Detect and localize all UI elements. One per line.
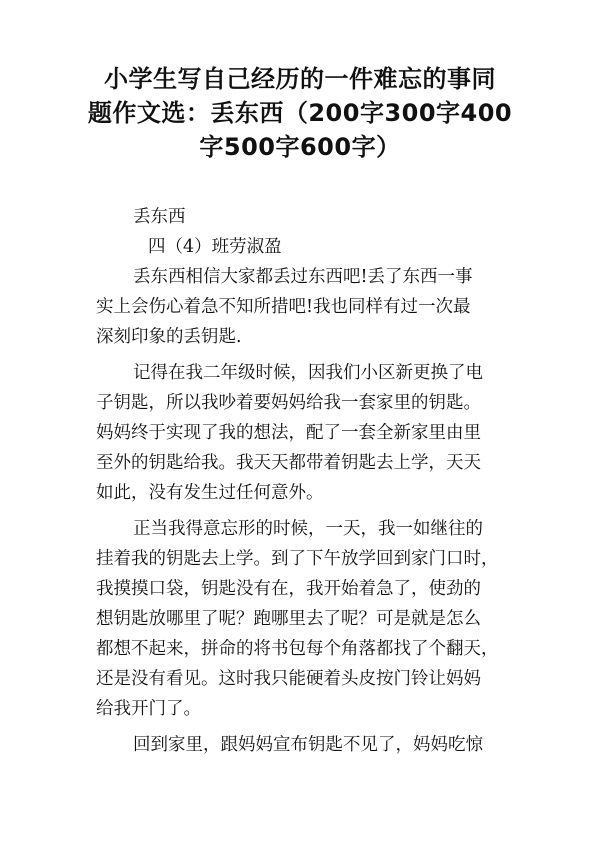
title-line: 小学生写自己经历的一件难忘的事同	[104, 65, 496, 93]
text-line: 丢东西相信大家都丢过东西吧!丢了东西一事	[133, 267, 473, 287]
text-line: 想钥匙放哪里了呢？跑哪里去了呢？可是就是怎么	[96, 609, 481, 629]
text-line: 都想不起来，拼命的将书包每个角落都找了个翻天，	[96, 639, 499, 659]
text-line: 如此，没有发生过任何意外。	[96, 483, 324, 503]
paragraph	[96, 730, 516, 760]
text-line: 挂着我的钥匙去上学。到了下午放学回到家门口时，	[96, 549, 499, 569]
text-line: 回到家里，跟妈妈宣布钥匙不见了，妈妈吃惊	[133, 735, 483, 755]
text-line: 至外的钥匙给我。我天天都带着钥匙去上学，天天	[96, 453, 481, 473]
paragraph	[96, 262, 516, 352]
text-line: 记得在我二年级时候，因我们小区新更换了电	[133, 363, 483, 383]
document-body	[96, 202, 516, 760]
author-line: 四（4）班劳淑盈	[148, 237, 282, 257]
text-line: 还是没有看见。这时我只能硬着头皮按门铃让妈妈	[96, 669, 481, 689]
text-line: 深刻印象的丢钥匙.	[96, 327, 242, 347]
text-line: 给我开门了。	[96, 699, 201, 719]
title-line: 题作文选：丢东西（200字300字400	[87, 99, 513, 127]
essay-heading: 丢东西	[133, 207, 186, 227]
text-line: 我摸摸口袋，钥匙没有在，我开始着急了，使劲的	[96, 579, 481, 599]
title-line: 字500字600字）	[199, 133, 401, 161]
paragraph	[96, 514, 516, 724]
paragraph	[96, 358, 516, 508]
text-line: 子钥匙，所以我吵着要妈妈给我一套家里的钥匙。	[96, 393, 481, 413]
document-title	[70, 62, 530, 164]
text-line: 实上会伤心着急不知所措吧!我也同样有过一次最	[96, 297, 471, 317]
text-line: 正当我得意忘形的时候，一天，我一如继往的	[133, 519, 483, 539]
text-line: 妈妈终于实现了我的想法，配了一套全新家里由里	[96, 423, 481, 443]
